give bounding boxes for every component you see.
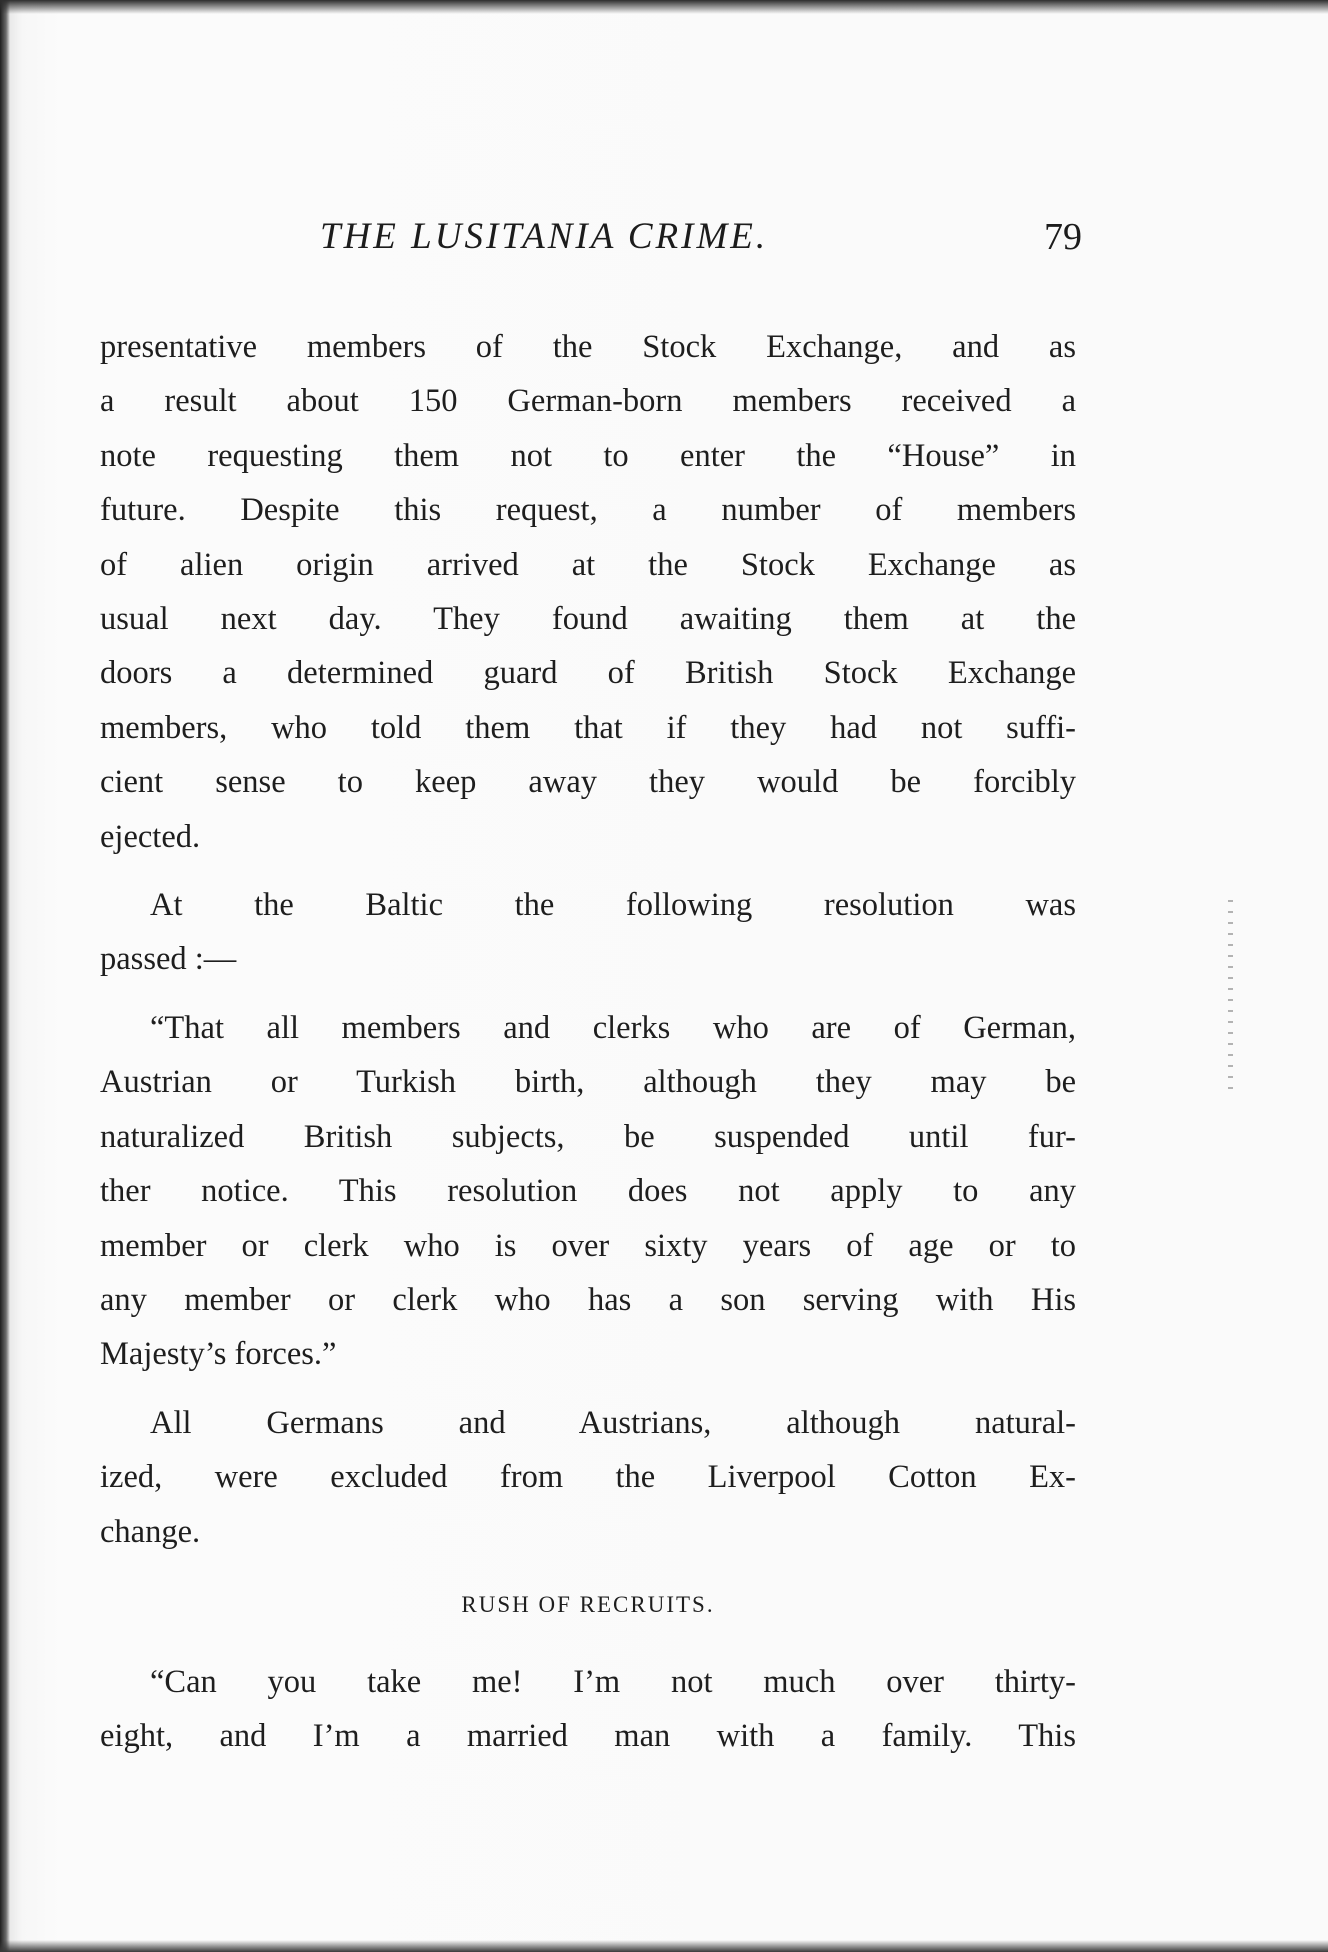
text-line: eight, and I’m a married man with a family. This bbox=[100, 1718, 1076, 1755]
paragraph-5 bbox=[100, 1655, 1076, 1764]
text-line: any member or clerk who has a son serving with His bbox=[100, 1281, 1076, 1318]
text-line: ized, were excluded from the Liverpool Cotton Ex- bbox=[100, 1459, 1076, 1496]
text-line: ther notice. This resolution does not apply to any bbox=[100, 1173, 1076, 1210]
body-text bbox=[100, 320, 1076, 1778]
text-line: a result about 150 German-born members received a bbox=[100, 383, 1076, 420]
running-title: THE LUSITANIA CRIME. bbox=[320, 216, 769, 257]
paragraph-2 bbox=[100, 878, 1076, 987]
text-line: member or clerk who is over sixty years of age or to bbox=[100, 1227, 1076, 1264]
running-head bbox=[100, 205, 1082, 265]
text-line: cient sense to keep away they would be forcibly bbox=[100, 764, 1076, 801]
text-line: At the Baltic the following resolution was bbox=[150, 887, 1076, 924]
text-line: presentative members of the Stock Exchange, and as bbox=[100, 329, 1076, 365]
text-line: Austrian or Turkish birth, although they may be bbox=[100, 1064, 1076, 1101]
text-line: of alien origin arrived at the Stock Exchange as bbox=[100, 546, 1076, 583]
text-line: change. bbox=[100, 1513, 201, 1550]
page-number: 79 bbox=[1044, 216, 1082, 258]
paragraph-3-resolution-quote bbox=[100, 1001, 1076, 1382]
text-line: note requesting them not to enter the “House” in bbox=[100, 437, 1076, 474]
page-edge-shadow bbox=[0, 0, 10, 1952]
margin-speckle bbox=[1228, 900, 1233, 1090]
page-top-shadow bbox=[0, 0, 1328, 14]
text-line: naturalized British subjects, be suspended until fur- bbox=[100, 1118, 1076, 1155]
text-line: All Germans and Austrians, although natural- bbox=[150, 1404, 1076, 1441]
text-line: doors a determined guard of British Stock Exchange bbox=[100, 655, 1076, 692]
text-line: Majesty’s forces.” bbox=[100, 1336, 337, 1373]
text-line: usual next day. They found awaiting them at the bbox=[100, 601, 1076, 638]
paragraph-1 bbox=[100, 320, 1076, 864]
text-line: “Can you take me! I’m not much over thirty- bbox=[150, 1663, 1076, 1700]
text-line: passed :— bbox=[100, 941, 237, 978]
paragraph-4 bbox=[100, 1396, 1076, 1559]
text-line: members, who told them that if they had not suffi- bbox=[100, 709, 1076, 746]
text-line: future. Despite this request, a number of members bbox=[100, 492, 1076, 529]
section-heading: RUSH OF RECRUITS. bbox=[461, 1591, 715, 1617]
text-line: “That all members and clerks who are of German, bbox=[150, 1009, 1076, 1046]
text-line: ejected. bbox=[100, 818, 201, 855]
page-bottom-shadow bbox=[0, 1940, 1328, 1952]
